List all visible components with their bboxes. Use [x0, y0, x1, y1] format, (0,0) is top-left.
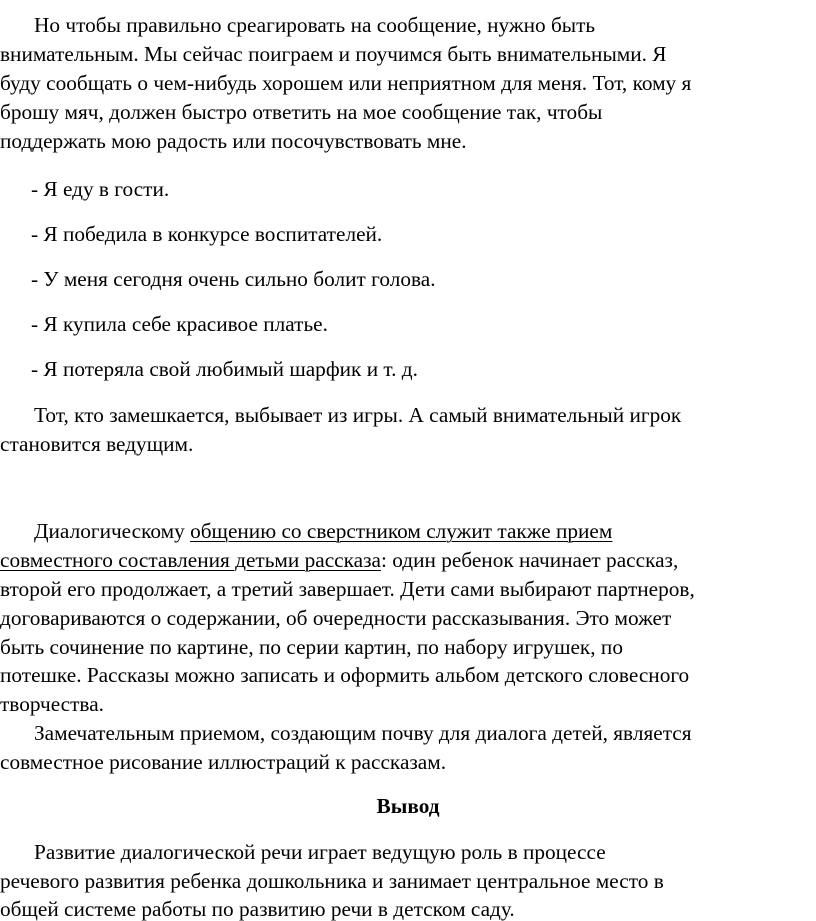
section-title: Вывод [376, 794, 440, 818]
paragraph-line: Тот, кто замешкается, выбывает из игры. А самый внимательный игрок [34, 403, 682, 427]
paragraph-line: поддержать мою радость или посочувствовать мне. [0, 129, 467, 153]
paragraph-line: речевого развития ребенка дошкольника и занимает центральное место в [0, 869, 664, 893]
paragraph-line: второй его продолжает, а третий завершает. Дети сами выбирают партнеров, [0, 577, 695, 601]
list-item: - Я потеряла свой любимый шарфик и т. д. [31, 357, 418, 381]
list-item: - У меня сегодня очень сильно болит голова. [31, 267, 436, 291]
paragraph-line: договариваются о содержании, об очередности рассказывания. Это может [0, 606, 672, 630]
paragraph-line: Но чтобы правильно среагировать на сообщение, нужно быть [34, 13, 596, 37]
list-item: - Я еду в гости. [31, 177, 170, 201]
paragraph-line: быть сочинение по картине, по серии картин, по набору игрушек, по [0, 635, 623, 659]
paragraph-line: творчества. [0, 692, 104, 716]
paragraph-text: Диалогическому [34, 519, 191, 543]
paragraph-line: буду сообщать о чем-нибудь хорошем или неприятном для меня. Тот, кому я [0, 71, 692, 95]
paragraph-line: Развитие диалогической речи играет ведущую роль в процессе [34, 840, 606, 864]
paragraph-line: становится ведущим. [0, 432, 194, 456]
paragraph-line: потешке. Рассказы можно записать и оформить альбом детского словесного [0, 663, 690, 687]
paragraph-line: совместное рисование иллюстраций к рассказам. [0, 750, 447, 774]
hyperlink[interactable]: общению со сверстником служит также прием [190, 519, 613, 543]
hyperlink[interactable]: совместного составления детьми рассказа [0, 548, 381, 572]
paragraph-line [34, 521, 612, 542]
list-item: - Я победила в конкурсе воспитателей. [31, 222, 383, 246]
paragraph-line [0, 550, 678, 571]
paragraph-line: брошу мяч, должен быстро ответить на мое сообщение так, чтобы [0, 100, 603, 124]
paragraph-line: общей системе работы по развитию речи в детском саду. [0, 897, 515, 921]
paragraph-line: внимательным. Мы сейчас поиграем и поучимся быть внимательными. Я [0, 42, 667, 66]
paragraph-text: : один ребенок начинает рассказ, [380, 548, 679, 572]
paragraph-line: Замечательным приемом, создающим почву для диалога детей, является [34, 721, 692, 745]
list-item: - Я купила себе красивое платье. [31, 312, 328, 336]
